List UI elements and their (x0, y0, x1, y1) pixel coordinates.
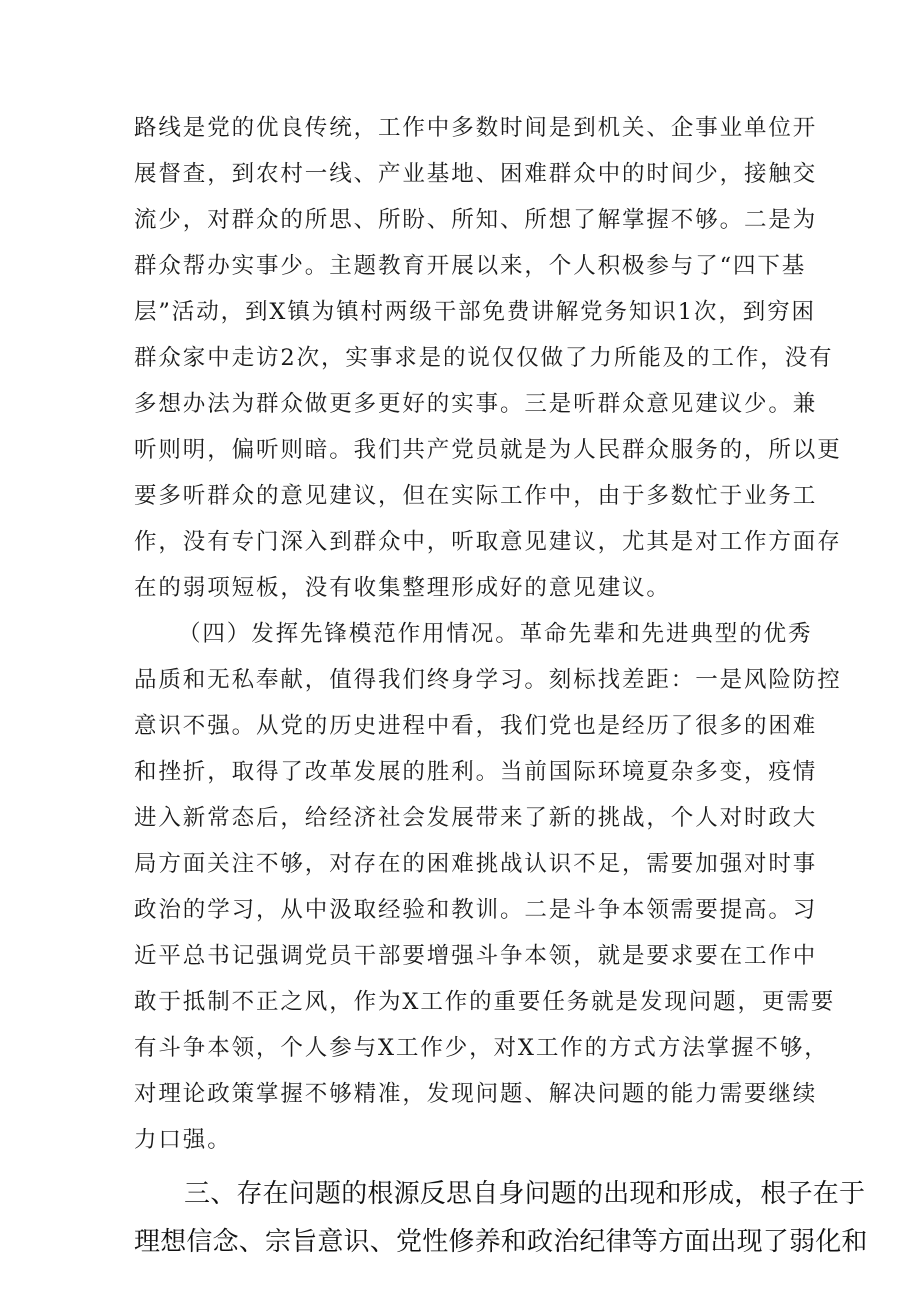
text-line: 路线是党的优良传统，工作中多数时间是到机关、企事业单位开 (134, 115, 818, 141)
text-line: 群众家中走访2次，实事求是的说仅仅做了力所能及的工作，没有 (134, 345, 834, 371)
text-line: 在的弱项短板，没有收集整理形成好的意见建议。 (134, 575, 671, 601)
text-line: 听则明，偏听则暗。我们共产党员就是为人民群众服务的，所以更 (134, 437, 842, 463)
heading-line: 三、存在问题的根源反思自身问题的出现和形成，根子在于 (184, 1179, 866, 1209)
text-line: 层”活动，到X镇为镇村两级干部免费讲解党务知识1次，到穷困 (134, 299, 816, 325)
text-line: 作，没有专门深入到群众中，听取意见建议，尤其是对工作方面存 (134, 529, 842, 555)
text-line: 对理论政策掌握不够精准，发现问题、解决问题的能力需要继续 (134, 1081, 818, 1107)
text-line: （四）发挥先锋模范作用情况。革命先辈和先进典型的优秀 (178, 621, 813, 647)
text-line: 局方面关注不够，对存在的困难挑战认识不足，需要加强对时事 (134, 851, 818, 877)
text-line: 要多听群众的意见建议，但在实际工作中，由于多数忙于业务工 (134, 483, 818, 509)
text-line: 流少，对群众的所思、所盼、所知、所想了解掌握不够。二是为 (134, 207, 818, 233)
heading-line: 理想信念、宗旨意识、党性修养和政治纪律等方面出现了弱化和 (134, 1227, 868, 1257)
text-line: 展督查，到农村一线、产业基地、困难群众中的时间少，接触交 (134, 161, 818, 187)
text-line: 敢于抵制不正之风，作为X工作的重要任务就是发现问题，更需要 (134, 989, 836, 1015)
text-line: 多想办法为群众做更多更好的实事。三是听群众意见建议少。兼 (134, 391, 818, 417)
text-line: 政治的学习，从中汲取经验和教训。二是斗争本领需要提高。习 (134, 897, 818, 923)
text-line: 有斗争本领，个人参与X工作少，对X工作的方式方法掌握不够， (134, 1035, 829, 1061)
text-line: 近平总书记强调党员干部要增强斗争本领，就是要求要在工作中 (134, 943, 818, 969)
text-line: 品质和无私奉献，值得我们终身学习。刻标找差距：一是风险防控 (134, 667, 842, 693)
text-line: 力口强。 (134, 1127, 232, 1153)
text-line: 进入新常态后，给经济社会发展带来了新的挑战，个人对时政大 (134, 805, 818, 831)
text-line: 意识不强。从党的历史进程中看，我们党也是经历了很多的困难 (134, 713, 818, 739)
text-line: 群众帮办实事少。主题教育开展以来，个人积极参与了“四下基 (134, 253, 807, 279)
text-line: 和挫折，取得了改革发展的胜利。当前国际环境夏杂多变，疫情 (134, 759, 818, 785)
